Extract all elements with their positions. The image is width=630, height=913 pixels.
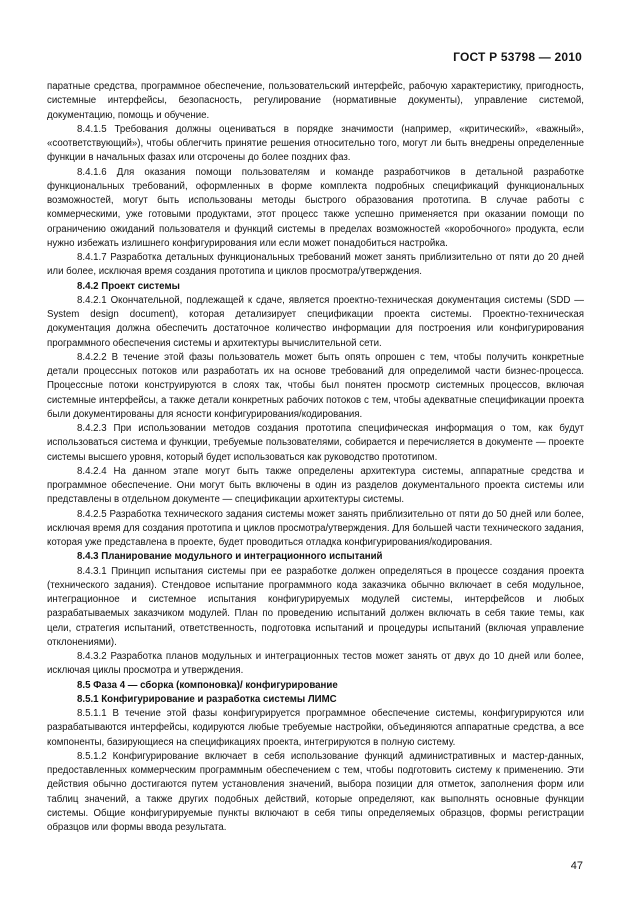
page-number: 47 [570,860,583,872]
standard-header: ГОСТ Р 53798 — 2010 [453,50,582,64]
paragraph: 8.4.1.7 Разработка детальных функциональных требований может занять приблизительно от пяти до 20 дней или более, исключая время создания прототипа и циклов просмотра/утверждения. [47,252,584,278]
paragraph: паратные средства, программное обеспечение, пользовательский интерфейс, рабочую характеристику, пригодность, системные интерфейсы, безопасность, регулирование (нормативные документы), управление системой, документацию, помощь и обучение. [47,81,584,121]
section-heading: 8.5.1 Конфигурирование и разработка системы ЛИМС [77,693,337,705]
paragraph: 8.4.3.2 Разработка планов модульных и интеграционных тестов может занять от двух до 10 дней или более, исключая циклы просмотра и утверждения. [47,651,584,677]
paragraph: 8.4.1.6 Для оказания помощи пользователям и команде разработчиков в детальной разработке функциональных требований, оформленных в форме комплекта подробных спецификаций функциональных возможностей, могут быть использованы методы быстрого образования прототипа. В случае работы с коммерческими, уже готовыми продуктами, этот процесс также успешно применяется при оказании помощи по ограничению ожиданий пользователя и функций системы в пределах возможностей «коробочного» продукта, если нужно избежать излишнего конфигурирования или если может понадобиться настройка. [47,166,584,249]
paragraph: 8.4.2.2 В течение этой фазы пользователь может быть опять опрошен с тем, чтобы получить конкретные детали процессных потоков или разработать их на основе требований для определимой части бизнес-процесса. Процессные потоки конструируются в слоях так, чтобы был понятен просмотр системных процессов, включая системные интерфейсы, а также детали конкретных рабочих потоков с тем, чтобы адекватные спецификации проекта были документированы для ясности конфигурирования/кодирования. [47,351,584,420]
paragraph: 8.5.1.2 Конфигурирование включает в себя использование функций административных и мастер-данных, предоставленных коммерческим программным обеспечением с тем, чтобы подготовить систему к применению. Эти действия обычно достигаются путем установления значений, выбора позиции для отметок, заполнения форм или таблиц значений, а также других подобных действий, которые определяют, как выполнять основные функции системы. Общие конфигурируемые пункты включают в себя типы определяемых образцов, формы регистрации образцов или формы ввода результата. [47,750,584,833]
paragraph: 8.4.1.5 Требования должны оцениваться в порядке значимости (например, «критический», «важный», «соответствующий»), чтобы облегчить принятие решения относительно того, могут ли быть внедрены определенные функции в начальных фазах или отсрочены до более поздних фаз. [47,123,584,164]
paragraph: 8.4.2.5 Разработка технического задания системы может занять приблизительно от пяти до 50 дней или более, исключая время для создания прототипа и циклов просмотра/утверждения. Для большей части технического задания, которая уже представлена в проекте, будет проводиться отладка конфигурирования/кодирования. [47,508,584,548]
document-body [47,80,584,835]
section-heading: 8.4.2 Проект системы [77,280,180,292]
section-heading: 8.4.3 Планирование модульного и интеграционного испытаний [77,551,383,563]
paragraph: 8.4.2.4 На данном этапе могут быть также определены архитектура системы, аппаратные средства и программное обеспечение. Они могут быть включены в один из разделов документального проекта системы или представлены в отдельном документе — спецификации архитектуры системы. [47,465,584,506]
section-heading: 8.5 Фаза 4 — сборка (компоновка)/ конфигурирование [77,679,338,691]
paragraph: 8.4.2.3 При использовании методов создания прототипа специфическая информация о том, как будут использоваться система и функции, требуемые пользователями, собирается и перечисляется в документе — проекте системы высшего уровня, который будет использоваться как руководство прототипом. [47,423,584,463]
paragraph: 8.5.1.1 В течение этой фазы конфигурируется программное обеспечение системы, конфигурируются или разрабатываются интерфейсы, кодируются любые требуемые настройки, объединяются аппаратные средства, а все компоненты, базирующиеся на спецификациях проекта, интегрируются в полную систему. [47,708,584,748]
paragraph: 8.4.3.1 Принцип испытания системы при ее разработке должен определяться в процессе создания проекта (технического задания). Стендовое испытание программного кода заказчика обычно включает в себя модульное, интеграционное и системное испытания конфигурируемых модулей системы, интерфейсов и любых разрабатываемых заказчиком модулей. План по проведению испытаний должен включать в себя такие темы, как цели, стратегия испытаний, ответственность, подготовка испытаний и процедуры испытаний (включая управление отклонениями). [47,565,584,648]
paragraph: 8.4.2.1 Окончательной, подлежащей к сдаче, является проектно-техническая документация системы (SDD — System design document), которая детализирует спецификации проекта системы. Проектно-техническая документация должна обеспечить достаточное количество информации для построения или конфигурирования программного обеспечения системы и архитектуры вычислительной сети. [47,294,584,349]
